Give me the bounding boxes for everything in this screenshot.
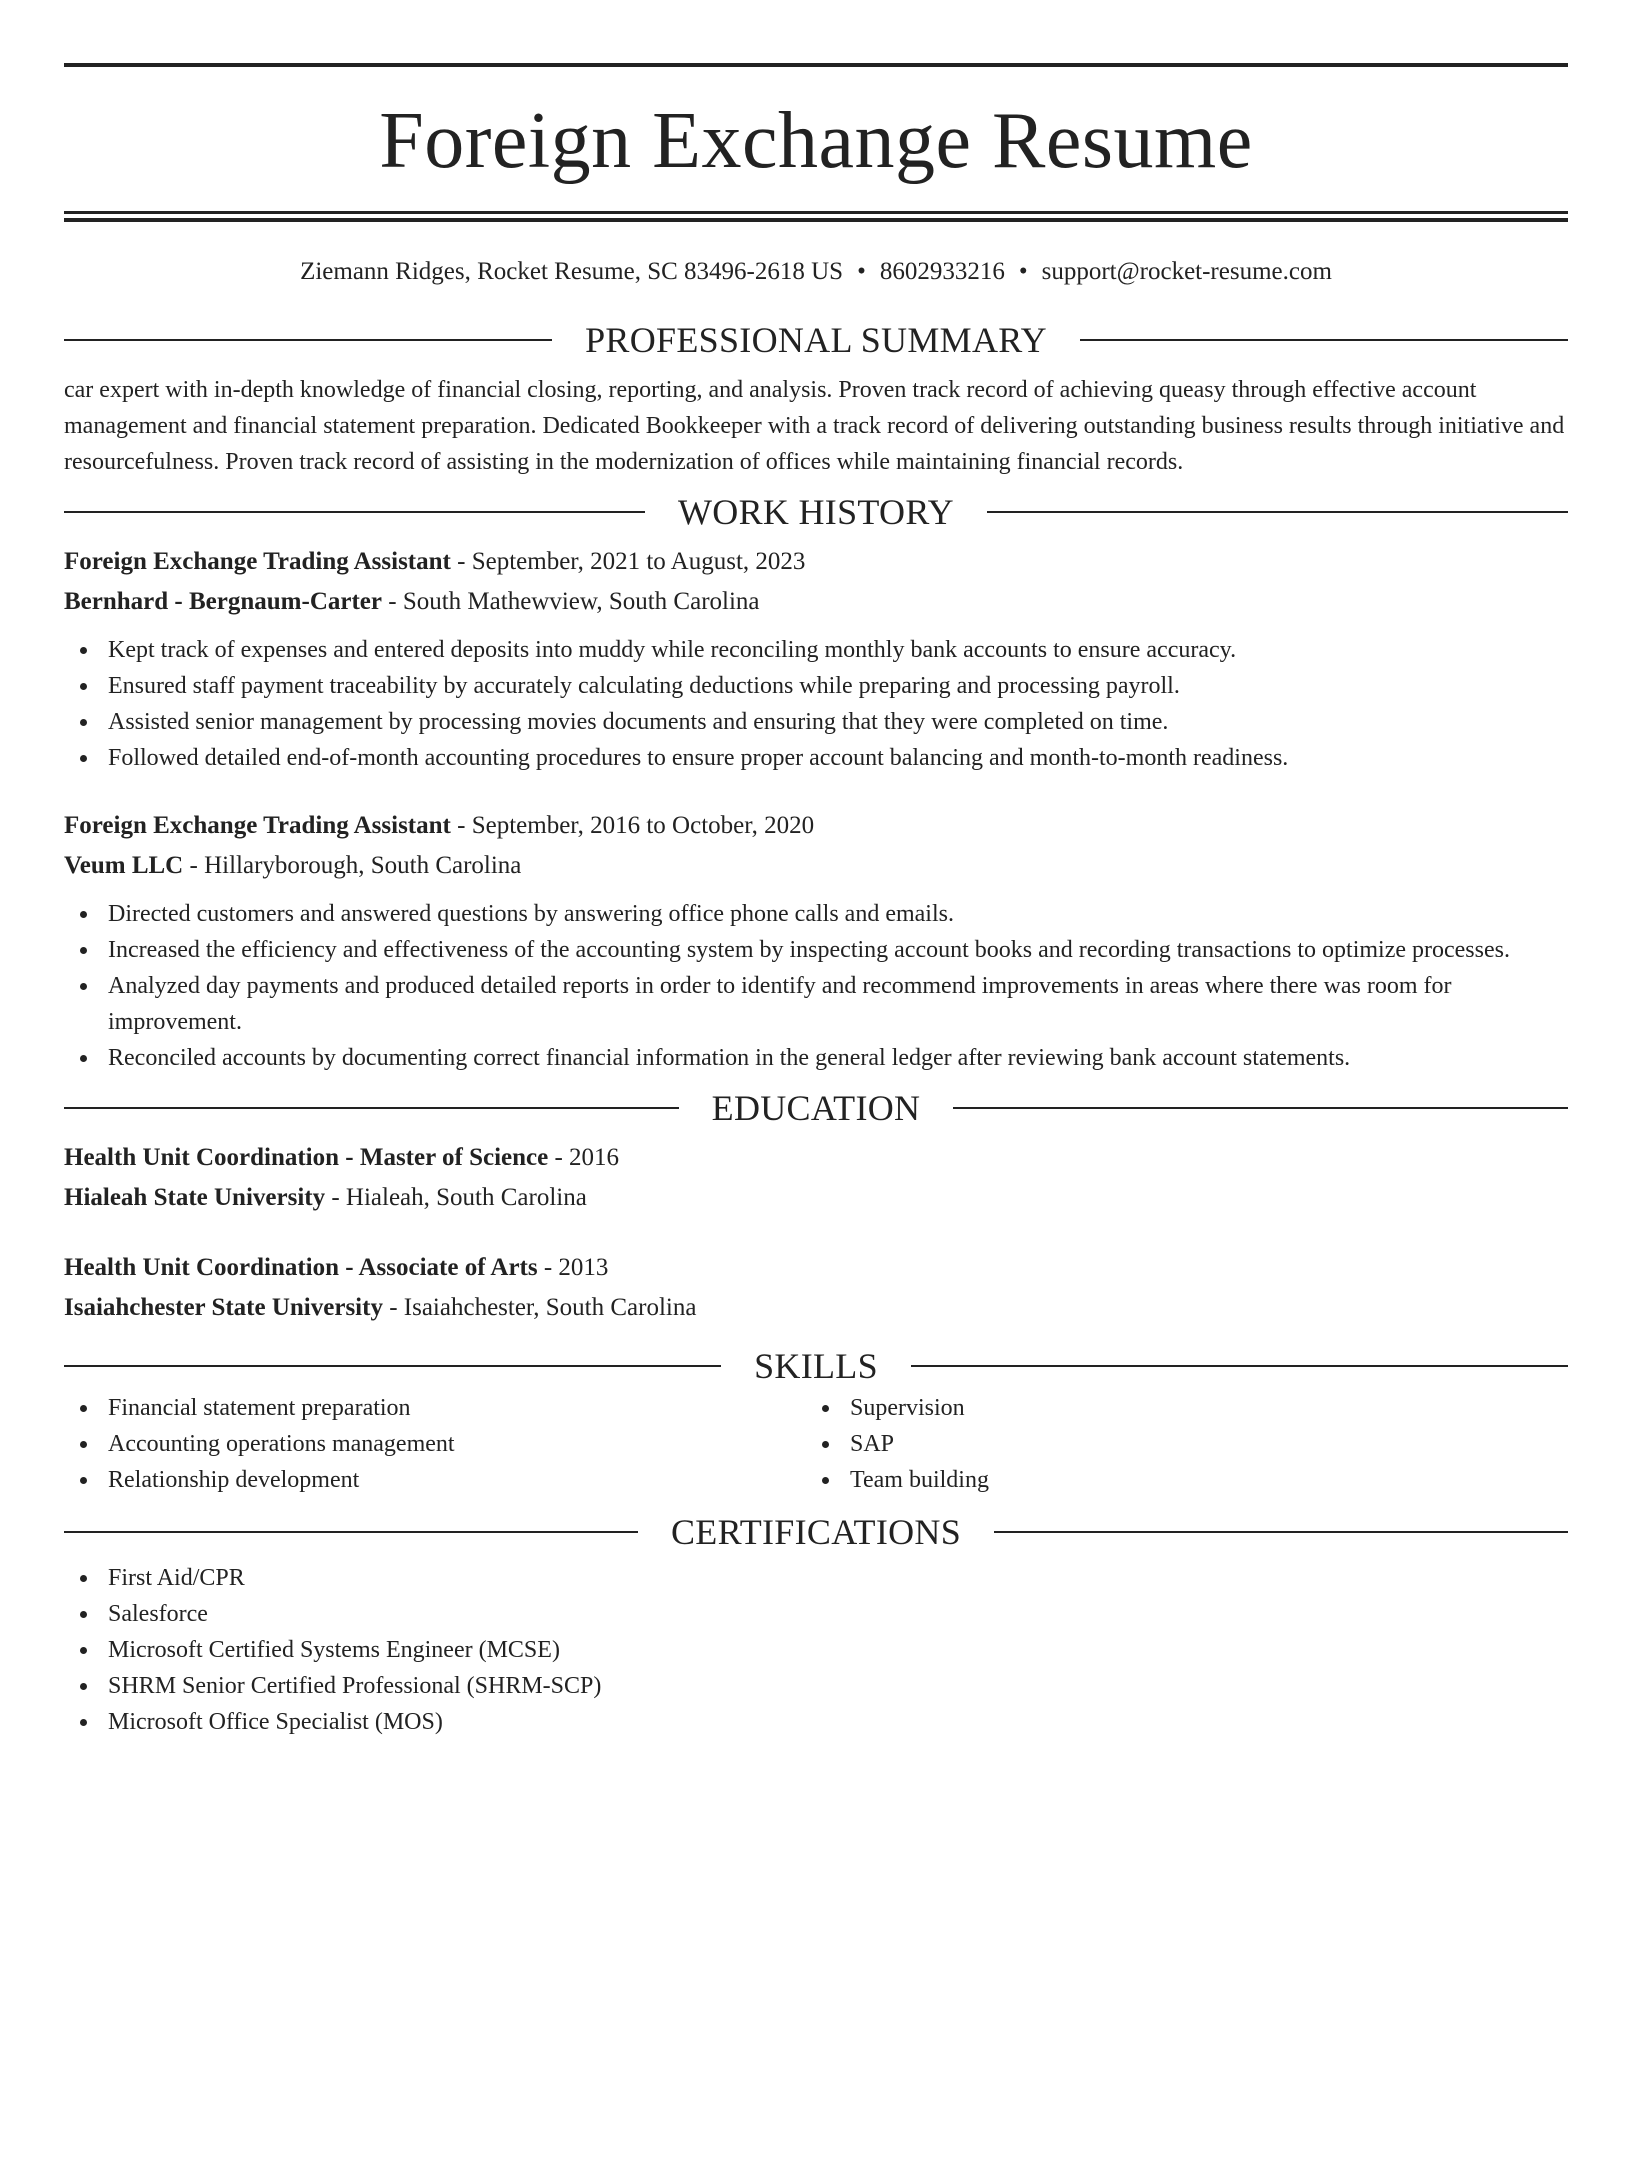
job-dates: - September, 2016 to October, 2020 <box>450 812 815 839</box>
list-item: Team building <box>806 1462 1548 1498</box>
degree-year: - 2013 <box>537 1254 609 1281</box>
list-item: First Aid/CPR <box>64 1560 1568 1596</box>
resume-page <box>0 63 1632 2175</box>
list-item: Analyzed day payments and produced detailed reports in order to identify and recommend improvements in areas where there was room for improvement. <box>64 968 1568 1040</box>
section-title: WORK HISTORY <box>678 492 954 532</box>
section-header-certifications <box>64 1512 1568 1552</box>
school: Isaiahchester State University <box>64 1294 383 1321</box>
contact-phone: 8602933216 <box>879 258 1005 285</box>
contact-line <box>64 257 1568 287</box>
list-item: SHRM Senior Certified Professional (SHRM-SCP) <box>64 1668 1568 1704</box>
contact-address: Ziemann Ridges, Rocket Resume, SC 83496-2618 US <box>300 258 844 285</box>
skills-columns <box>64 1390 1568 1498</box>
job-entry <box>64 542 1568 776</box>
list-item: Relationship development <box>64 1462 806 1498</box>
degree-line <box>64 1248 1568 1288</box>
section-title: PROFESSIONAL SUMMARY <box>585 320 1047 360</box>
section-rule <box>64 1531 638 1533</box>
job-location: - South Mathewview, South Carolina <box>382 588 760 615</box>
list-item: Ensured staff payment traceability by accurately calculating deductions while preparing and processing payroll. <box>64 668 1568 704</box>
section-rule <box>64 511 645 513</box>
list-item: Microsoft Certified Systems Engineer (MCSE) <box>64 1632 1568 1668</box>
contact-separator: • <box>857 258 866 285</box>
list-item: Financial statement preparation <box>64 1390 806 1426</box>
section-rule <box>1080 339 1568 341</box>
education-entry <box>64 1248 1568 1328</box>
job-bullets <box>64 896 1568 1076</box>
job-title: Foreign Exchange Trading Assistant <box>64 812 451 839</box>
degree-year: - 2016 <box>548 1144 620 1171</box>
job-bullets <box>64 632 1568 776</box>
job-title: Foreign Exchange Trading Assistant <box>64 548 451 575</box>
school-location: - Isaiahchester, South Carolina <box>382 1294 697 1321</box>
contact-email: support@rocket-resume.com <box>1041 258 1332 285</box>
list-item: SAP <box>806 1426 1548 1462</box>
contact-separator: • <box>1018 258 1028 285</box>
section-rule <box>953 1107 1568 1109</box>
section-header-work-history <box>64 492 1568 532</box>
job-entry <box>64 806 1568 1076</box>
job-title-line <box>64 806 1568 846</box>
section-rule <box>64 1365 721 1367</box>
list-item: Supervision <box>806 1390 1548 1426</box>
section-title: EDUCATION <box>711 1088 921 1128</box>
summary-text: car expert with in-depth knowledge of financial closing, reporting, and analysis. Proven track record of achieving queasy through effective account management and financial statement preparation. Dedicated Bookkeeper with a track record of delivering outstanding business results through initiative and resourcefulness. Proven track record of assisting in the modernization of offices while maintaining financial records. <box>64 377 1565 475</box>
education-entry <box>64 1138 1568 1218</box>
school: Hialeah State University <box>64 1184 326 1211</box>
section-rule <box>64 339 552 341</box>
section-header-skills <box>64 1346 1568 1386</box>
top-rule <box>64 63 1568 67</box>
section-header-summary <box>64 320 1568 360</box>
title-double-rule <box>64 211 1568 222</box>
section-title: CERTIFICATIONS <box>670 1512 962 1552</box>
list-item: Increased the efficiency and effectiveness of the accounting system by inspecting account books and recording transactions to optimize processes. <box>64 932 1568 968</box>
degree-line <box>64 1138 1568 1178</box>
section-header-education <box>64 1088 1568 1128</box>
job-company-line <box>64 582 1568 622</box>
list-item: Microsoft Office Specialist (MOS) <box>64 1704 1568 1740</box>
resume-title: Foreign Exchange Resume <box>379 97 1253 185</box>
list-item: Kept track of expenses and entered deposits into muddy while reconciling monthly bank accounts to ensure accuracy. <box>64 632 1568 668</box>
list-item: Reconciled accounts by documenting correct financial information in the general ledger after reviewing bank account statements. <box>64 1040 1568 1076</box>
school-location: - Hialeah, South Carolina <box>325 1184 587 1211</box>
certifications-list <box>64 1560 1568 1740</box>
section-rule <box>911 1365 1568 1367</box>
list-item: Followed detailed end-of-month accounting procedures to ensure proper account balancing and month-to-month readiness. <box>64 740 1568 776</box>
degree: Health Unit Coordination - Master of Science <box>64 1144 549 1171</box>
skills-list-right <box>806 1390 1548 1498</box>
job-company: Bernhard - Bergnaum-Carter <box>64 588 382 615</box>
section-title: SKILLS <box>754 1346 878 1386</box>
list-item: Directed customers and answered questions by answering office phone calls and emails. <box>64 896 1568 932</box>
job-company: Veum LLC <box>64 852 184 879</box>
school-line <box>64 1288 1568 1328</box>
job-dates: - September, 2021 to August, 2023 <box>450 548 806 575</box>
job-title-line <box>64 542 1568 582</box>
list-item: Salesforce <box>64 1596 1568 1632</box>
job-company-line <box>64 846 1568 886</box>
section-rule <box>987 511 1568 513</box>
section-rule <box>64 1107 679 1109</box>
degree: Health Unit Coordination - Associate of Arts <box>64 1254 538 1281</box>
section-rule <box>994 1531 1568 1533</box>
list-item: Assisted senior management by processing movies documents and ensuring that they were completed on time. <box>64 704 1568 740</box>
job-location: - Hillaryborough, South Carolina <box>183 852 522 879</box>
school-line <box>64 1178 1568 1218</box>
list-item: Accounting operations management <box>64 1426 806 1462</box>
skills-list-left <box>64 1390 806 1498</box>
